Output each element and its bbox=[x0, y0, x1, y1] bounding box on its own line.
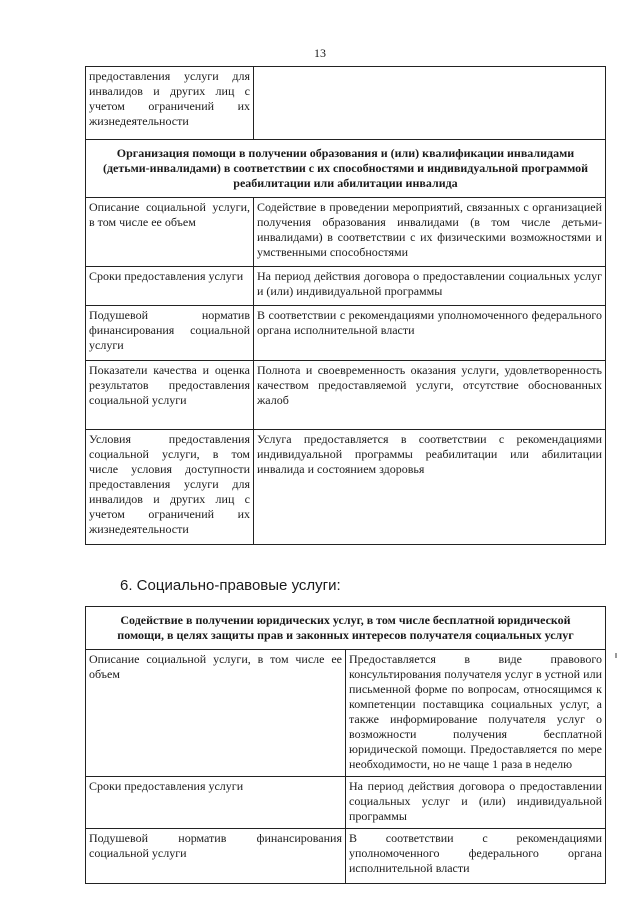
row-label: Описание социальной услуги, в том числе ее объем bbox=[86, 650, 346, 777]
row-label: Условия предоставления социальной услуги, в том числе условия доступности предоставления услуги для инвалидов и других лиц с учетом ограничений их жизнедеятельности bbox=[86, 430, 254, 545]
table-row bbox=[86, 67, 606, 140]
row-value: Полнота и своевременность оказания услуги, удовлетворенность качеством предоставляемой услуги, отсутствие обоснованных жалоб bbox=[254, 361, 606, 430]
row-label: Подушевой норматив финансирования социальной услуги bbox=[86, 829, 346, 884]
row-label: Сроки предоставления услуги bbox=[86, 267, 254, 306]
row-value: В соответствии с рекомендациями уполномоченного федерального органа исполнительной власти bbox=[346, 829, 606, 884]
row-label: Показатели качества и оценка результатов предоставления социальной услуги bbox=[86, 361, 254, 430]
table-row bbox=[86, 198, 606, 267]
table-row bbox=[86, 650, 606, 777]
row-label: Подушевой норматив финансирования социальной услуги bbox=[86, 306, 254, 361]
section-heading: 6. Социально-правовые услуги: bbox=[120, 577, 341, 594]
row-value: Предоставляется в виде правового консультирования получателя услуг в устной или письменной форме по вопросам, относящимся к компетенции поставщика социальных услуг, а также информирование получателя услуг о возможности получения бесплатной юридической помощи. Предоставляется по мере необходимости, но не чаще 1 раза в неделю bbox=[346, 650, 606, 777]
scan-artifact bbox=[615, 653, 617, 658]
table-row bbox=[86, 430, 606, 545]
table-row bbox=[86, 306, 606, 361]
services-table-legal bbox=[85, 606, 606, 884]
row-value: На период действия договора о предоставлении социальных услуг и (или) индивидуальной программы bbox=[254, 267, 606, 306]
table-row bbox=[86, 829, 606, 884]
service-title: Организация помощи в получении образования и (или) квалификации инвалидами (детьми-инвалидами) в соответствии с их способностями и индивидуальной программой реабилитации или абилитации инвалида bbox=[86, 140, 606, 198]
table-row bbox=[86, 267, 606, 306]
table-section-header-row bbox=[86, 607, 606, 650]
service-title: Содействие в получении юридических услуг, в том числе бесплатной юридической помощи, в целях защиты прав и законных интересов получателя социальных услуг bbox=[86, 607, 606, 650]
row-value: Услуга предоставляется в соответствии с рекомендациями индивидуальной программы реабилитации или абилитации инвалида и состоянием здоровья bbox=[254, 430, 606, 545]
row-value: В соответствии с рекомендациями уполномоченного федерального органа исполнительной власти bbox=[254, 306, 606, 361]
row-value bbox=[254, 67, 606, 140]
row-label: Описание социальной услуги, в том числе ее объем bbox=[86, 198, 254, 267]
table-row bbox=[86, 361, 606, 430]
row-value: На период действия договора о предоставлении социальных услуг и (или) индивидуальной программы bbox=[346, 777, 606, 829]
row-label: Сроки предоставления услуги bbox=[86, 777, 346, 829]
services-table-education bbox=[85, 66, 606, 545]
page-number: 13 bbox=[314, 46, 326, 60]
table-row bbox=[86, 777, 606, 829]
row-label: предоставления услуги для инвалидов и других лиц с учетом ограничений их жизнедеятельности bbox=[86, 67, 254, 140]
table-section-header-row bbox=[86, 140, 606, 198]
row-value: Содействие в проведении мероприятий, связанных с организацией получения образования инвалидами (в том числе детьми-инвалидами) в соответствии с их физическими возможностями и умственными способностями bbox=[254, 198, 606, 267]
